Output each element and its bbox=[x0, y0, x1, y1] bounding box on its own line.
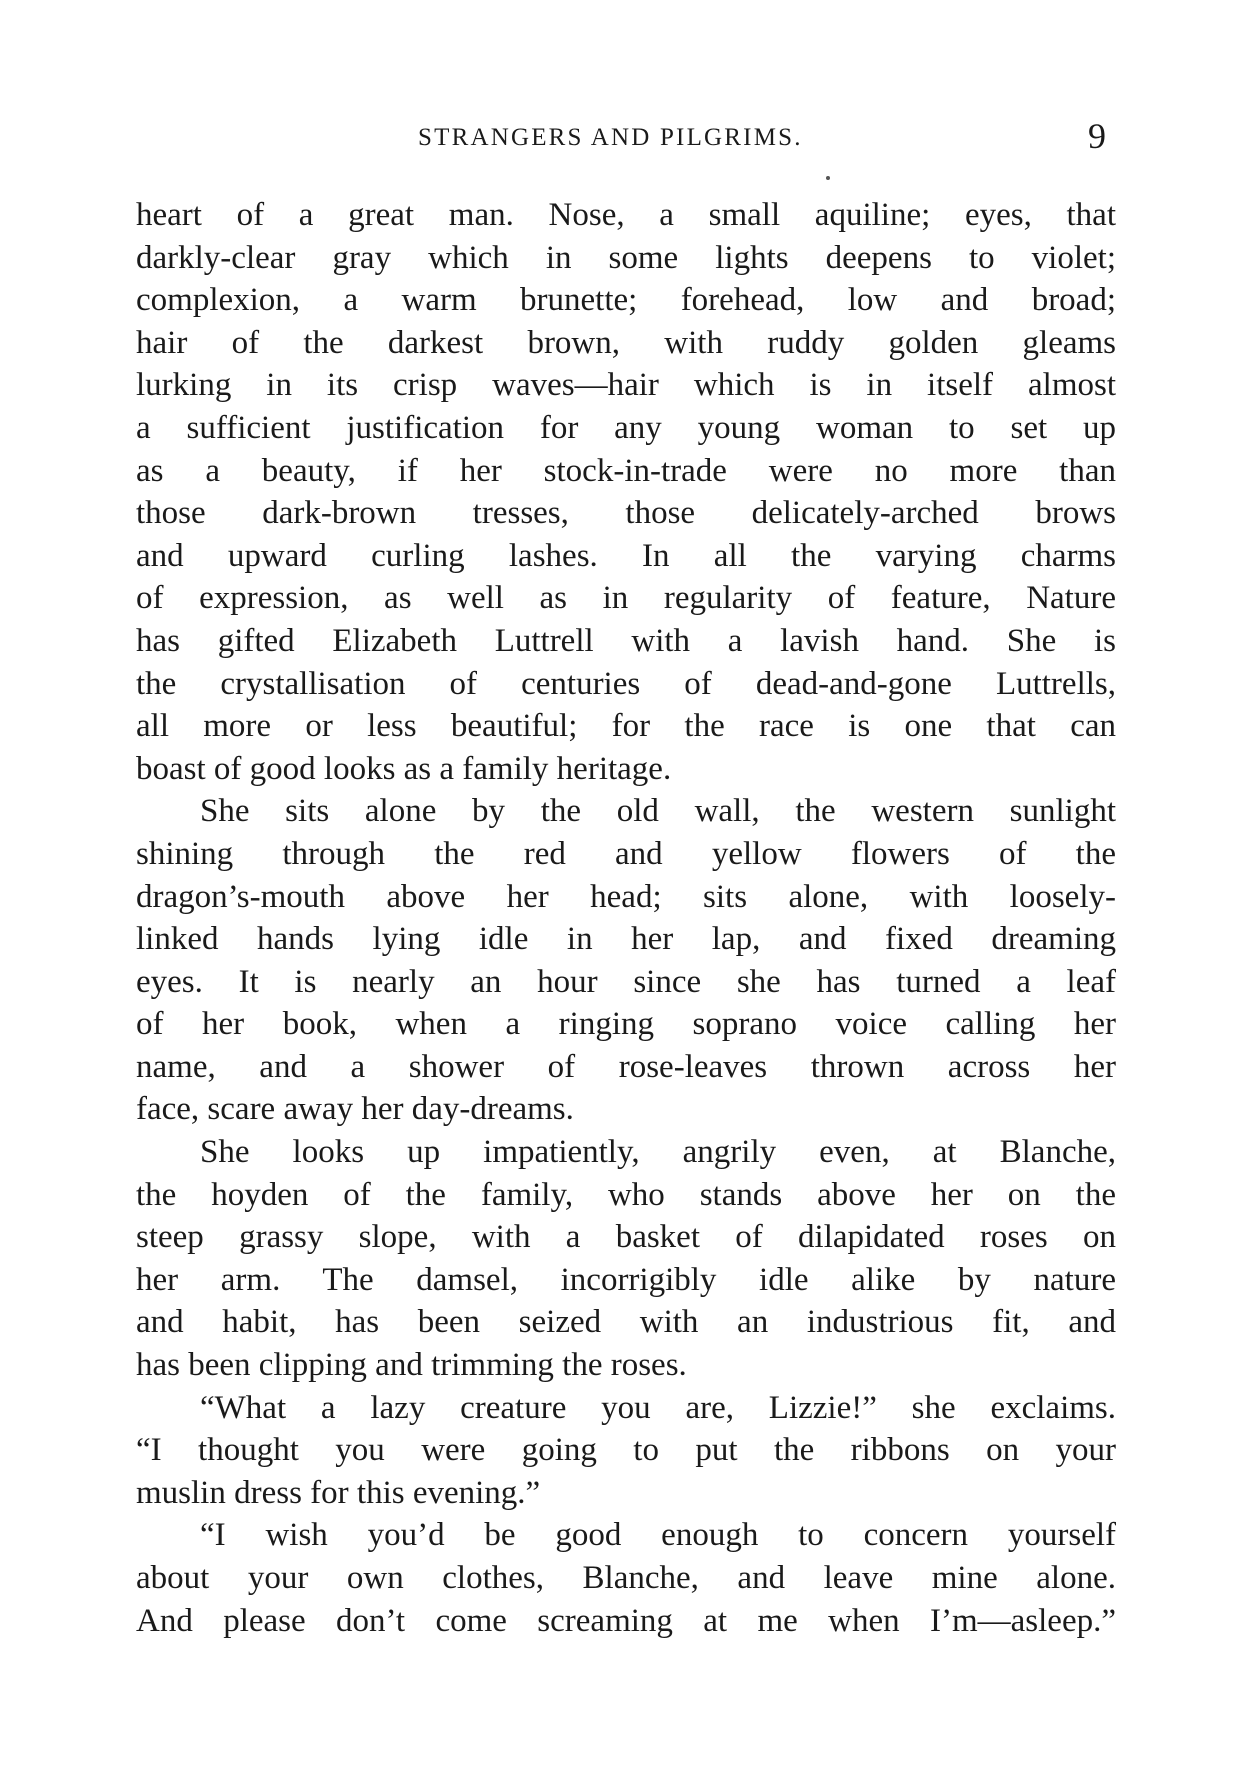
text-line: and habit, has been seized with an industrious fit, and bbox=[136, 1304, 1116, 1341]
paragraph-end-line: face, scare away her day-dreams. bbox=[136, 1091, 574, 1128]
paragraph-end-line: boast of good looks as a family heritage. bbox=[136, 750, 672, 787]
text-line: as a beauty, if her stock-in-trade were no more than bbox=[136, 452, 1116, 489]
text-line: steep grassy slope, with a basket of dilapidated roses on bbox=[136, 1219, 1116, 1256]
text-line: all more or less beautiful; for the race is one that can bbox=[136, 708, 1116, 745]
text-line: a sufficient justification for any young woman to set up bbox=[136, 409, 1116, 446]
text-line: dragon’s-mouth above her head; sits alone, with loosely- bbox=[136, 878, 1116, 915]
text-line: of expression, as well as in regularity of feature, Nature bbox=[136, 580, 1116, 617]
running-title: STRANGERS AND PILGRIMS. bbox=[418, 124, 803, 151]
text-line: of her book, when a ringing soprano voice calling her bbox=[136, 1006, 1116, 1043]
text-line: shining through the red and yellow flowers of the bbox=[136, 835, 1116, 872]
paragraph-start-line: “What a lazy creature you are, Lizzie!” she exclaims. bbox=[200, 1389, 1116, 1426]
running-head bbox=[0, 118, 1259, 158]
text-line: linked hands lying idle in her lap, and fixed dreaming bbox=[136, 921, 1116, 958]
text-line: has gifted Elizabeth Luttrell with a lavish hand. She is bbox=[136, 622, 1116, 659]
text-line: “I thought you were going to put the ribbons on your bbox=[136, 1432, 1116, 1469]
paragraph-end-line: muslin dress for this evening.” bbox=[136, 1474, 541, 1511]
text-line: the crystallisation of centuries of dead-and-gone Luttrells, bbox=[136, 665, 1116, 702]
paragraph-start-line: She sits alone by the old wall, the western sunlight bbox=[200, 793, 1116, 830]
text-line: And please don’t come screaming at me when I’m—asleep.” bbox=[136, 1602, 1116, 1639]
text-line: those dark-brown tresses, those delicately-arched brows bbox=[136, 495, 1116, 532]
paragraph-start-line: She looks up impatiently, angrily even, at Blanche, bbox=[200, 1134, 1116, 1171]
page-number: 9 bbox=[1088, 116, 1106, 156]
text-line: the hoyden of the family, who stands above her on the bbox=[136, 1176, 1116, 1213]
text-line: darkly-clear gray which in some lights deepens to violet; bbox=[136, 239, 1116, 276]
text-line: name, and a shower of rose-leaves thrown across her bbox=[136, 1048, 1116, 1085]
text-line: about your own clothes, Blanche, and leave mine alone. bbox=[136, 1560, 1116, 1596]
print-speck bbox=[826, 176, 830, 180]
paragraph-start-line: “I wish you’d be good enough to concern yourself bbox=[200, 1517, 1116, 1554]
body-text bbox=[136, 194, 1116, 1642]
text-line: her arm. The damsel, incorrigibly idle alike by nature bbox=[136, 1261, 1116, 1298]
paragraph-end-line: has been clipping and trimming the roses. bbox=[136, 1347, 687, 1384]
text-line: lurking in its crisp waves—hair which is in itself almost bbox=[136, 367, 1116, 404]
text-line: eyes. It is nearly an hour since she has turned a leaf bbox=[136, 963, 1116, 1000]
text-line: heart of a great man. Nose, a small aquiline; eyes, that bbox=[136, 197, 1116, 233]
text-line: and upward curling lashes. In all the varying charms bbox=[136, 537, 1116, 574]
text-line: complexion, a warm brunette; forehead, low and broad; bbox=[136, 282, 1116, 319]
text-line: hair of the darkest brown, with ruddy golden gleams bbox=[136, 324, 1116, 361]
